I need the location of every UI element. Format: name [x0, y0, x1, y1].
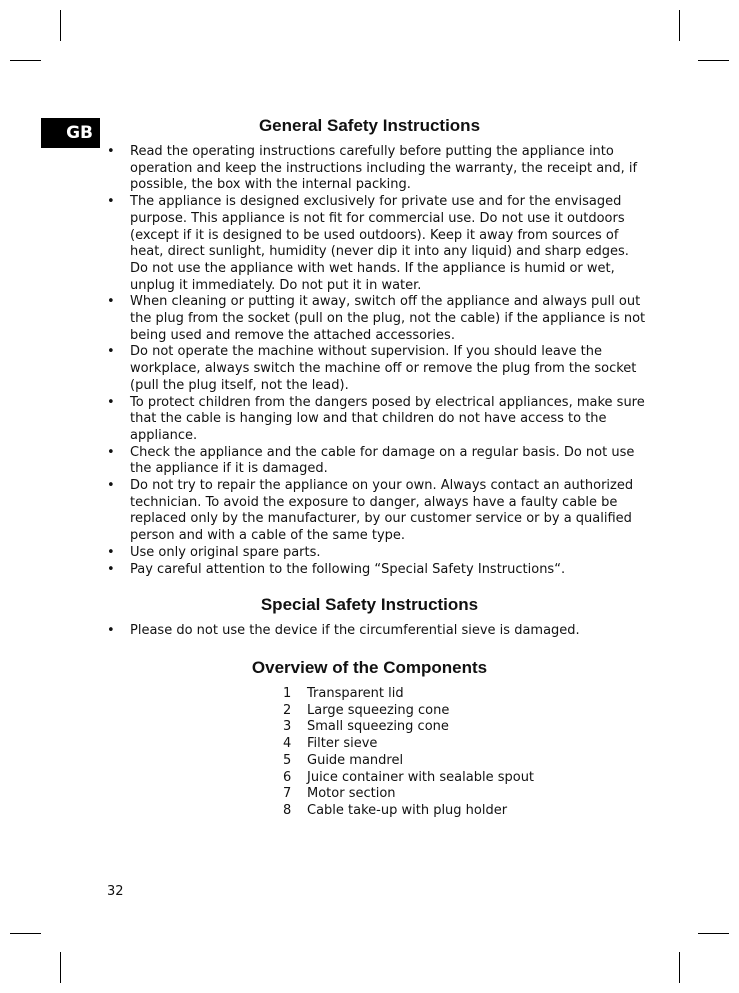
general-safety-list	[107, 144, 647, 578]
bullet-icon: •	[107, 561, 115, 577]
crop-mark	[679, 10, 680, 41]
list-item: • Check the appliance and the cable for damage on a regular basis. Do not use the appliance if it is damaged.	[107, 444, 635, 477]
bullet-icon: •	[107, 394, 115, 410]
bullet-icon: •	[107, 478, 115, 494]
component-item: 3 Small squeezing cone	[283, 719, 449, 735]
general-safety-heading: General Safety Instructions	[258, 116, 481, 135]
list-item: • Do not try to repair the appliance on your own. Always contact an authorized technician. To avoid the exposure to danger, always have a faulty cable be replaced only by the manufacturer, by our customer service or by a qualified person and with a cable of the same type.	[107, 478, 634, 544]
list-item: • Do not operate the machine without supervision. If you should leave the workplace, always switch the machine off or remove the plug from the socket (pull the plug itself, not the lead).	[107, 344, 637, 393]
crop-mark	[60, 10, 61, 41]
component-item: 6 Juice container with sealable spout	[283, 769, 535, 785]
overview-heading: Overview of the Components	[251, 658, 488, 677]
crop-mark	[10, 60, 41, 61]
component-item: 7 Motor section	[283, 786, 396, 802]
component-item: 1 Transparent lid	[283, 686, 404, 701]
list-item: • Read the operating instructions carefully before putting the appliance into operation and keep the instructions including the warranty, the receipt and, if possible, the box with the internal packing.	[107, 144, 638, 193]
component-item: 8 Cable take-up with plug holder	[283, 802, 508, 818]
list-item: • Pay careful attention to the following “Special Safety Instructions“.	[107, 561, 566, 577]
special-safety-heading: Special Safety Instructions	[260, 595, 479, 614]
list-item: • Please do not use the device if the circumferential sieve is damaged.	[107, 623, 580, 638]
bullet-icon: •	[107, 344, 115, 360]
list-item: • Use only original spare parts.	[107, 544, 321, 560]
bullet-icon: •	[107, 623, 115, 638]
crop-mark	[698, 60, 729, 61]
component-item: 2 Large squeezing cone	[283, 702, 450, 718]
language-tab: GB	[41, 118, 100, 148]
bullet-icon: •	[107, 194, 115, 210]
list-item: • To protect children from the dangers posed by electrical appliances, make sure that the cable is hanging low and that children do not have access to the appliance.	[107, 394, 645, 443]
bullet-icon: •	[107, 544, 115, 560]
bullet-icon: •	[107, 144, 115, 159]
page-number: 32	[107, 884, 124, 899]
crop-mark	[60, 952, 61, 983]
bullet-icon: •	[107, 294, 115, 310]
component-item: 5 Guide mandrel	[283, 752, 404, 768]
component-item: 4 Filter sieve	[283, 736, 378, 752]
list-item: • The appliance is designed exclusively for private use and for the envisaged purpose. This appliance is not fit for commercial use. Do not use it outdoors (except if it is designed to be used outdoors). Keep it away from sources of heat, direct sunlight, humidity (never dip it into any liquid) and sharp edges. Do not use the appliance with wet hands. If the appliance is humid or wet, unplug it immediately. Do not put it in water.	[107, 194, 629, 293]
crop-mark	[10, 933, 41, 934]
crop-mark	[698, 933, 729, 934]
bullet-icon: •	[107, 444, 115, 460]
crop-mark	[679, 952, 680, 983]
list-item: • When cleaning or putting it away, switch off the appliance and always pull out the plug from the socket (pull on the plug, not the cable) if the appliance is not being used and remove the attached accessories.	[107, 294, 646, 343]
components-list	[283, 686, 534, 820]
special-safety-list	[107, 623, 647, 640]
